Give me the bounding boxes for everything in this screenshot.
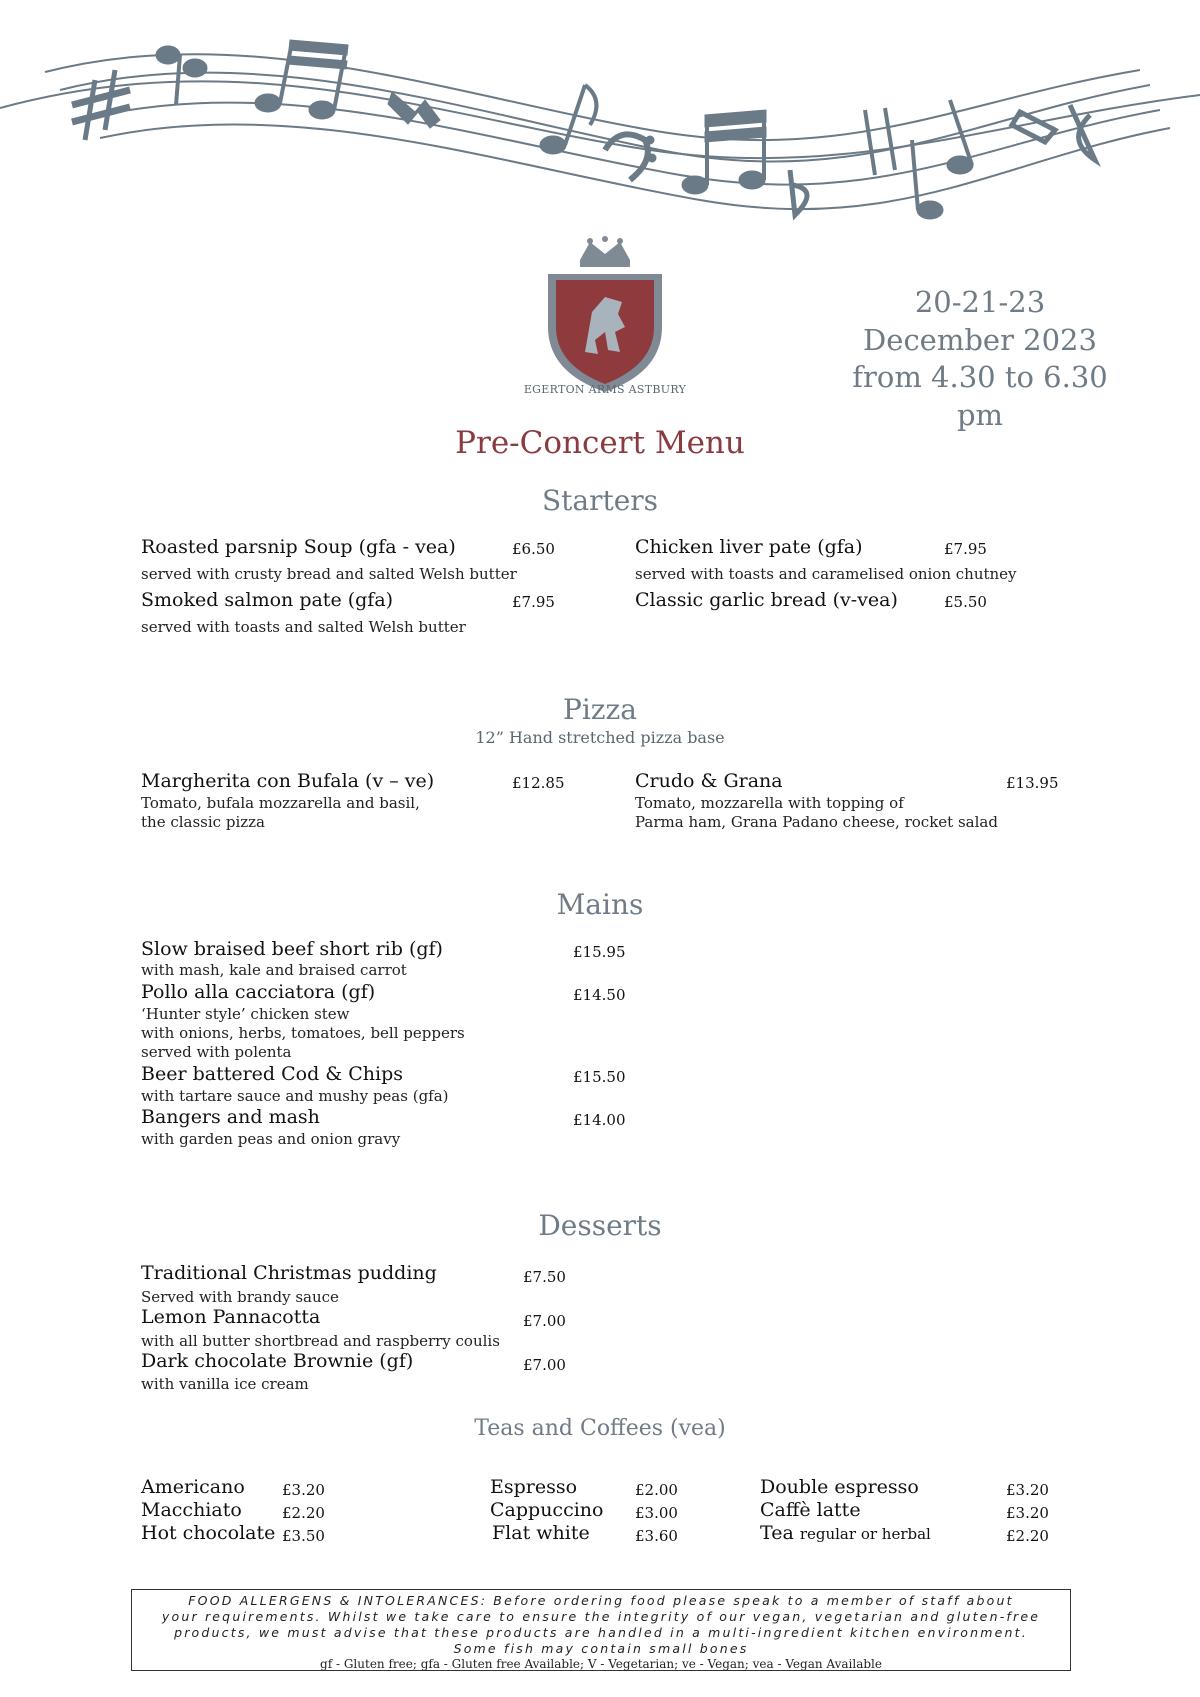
crest-logo [530,232,680,402]
dish-price: £6.50 [512,540,555,558]
allergen-line: your requirements. Whilst we take care to ensure the integrity of our vegan, vegetarian and gluten-free [161,1609,1041,1624]
drinks-heading: Teas and Coffees (vea) [474,1416,726,1441]
dish-name: Slow braised beef short rib (gf) [141,938,443,960]
music-staff-decoration [0,0,1200,240]
drink-name: Hot chocolate [141,1522,276,1544]
event-dates: 20-21-23 [914,285,1046,319]
dish-description: Parma ham, Grana Padano cheese, rocket salad [635,813,998,831]
dish-name: Margherita con Bufala (v – ve) [141,770,435,792]
dish-name: Dark chocolate Brownie (gf) [141,1350,414,1372]
dish-description: the classic pizza [141,813,265,831]
event-month: December 2023 [863,323,1097,357]
dish-description: Served with brandy sauce [141,1288,339,1306]
dish-name: Smoked salmon pate (gfa) [141,589,394,611]
mains-heading: Mains [556,888,644,921]
dish-name: Roasted parsnip Soup (gfa - vea) [141,536,456,558]
dish-description: served with toasts and salted Welsh butter [141,618,466,636]
drink-name: Macchiato [141,1499,242,1521]
drink-price: £2.00 [635,1481,678,1499]
drink-price: £2.20 [1006,1527,1049,1545]
dish-price: £7.00 [523,1356,566,1374]
starters-heading: Starters [541,484,659,517]
allergen-line: products, we must advise that these products are handled in a multi-ingredient kitchen environment. [174,1625,1028,1640]
drink-price: £3.60 [635,1527,678,1545]
dish-price: £7.50 [523,1268,566,1286]
dish-description: with all butter shortbread and raspberry coulis [141,1332,500,1350]
dish-description: with garden peas and onion gravy [141,1130,401,1148]
drink-name: Americano [141,1476,245,1498]
dish-name: Bangers and mash [141,1106,320,1128]
dish-name: Chicken liver pate (gfa) [635,536,863,558]
allergen-notice [131,1589,1071,1671]
dish-description: Tomato, bufala mozzarella and basil, [141,794,420,812]
dish-description: served with crusty bread and salted Welsh butter [141,565,517,583]
allergen-line: FOOD ALLERGENS & INTOLERANCES: Before ordering food please speak to a member of staff about [188,1593,1014,1608]
dish-description: with vanilla ice cream [141,1375,309,1393]
dish-description: with tartare sauce and mushy peas (gfa) [141,1087,449,1105]
drink-name: Flat white [492,1522,590,1544]
menu-title: Pre-Concert Menu [455,425,745,461]
drink-note: regular or herbal [799,1525,931,1543]
pizza-heading: Pizza [563,693,637,726]
crest-name: EGERTON ARMS ASTBURY [523,383,687,396]
dish-price: £7.95 [944,540,987,558]
dish-description: served with polenta [141,1043,292,1061]
drink-price: £3.20 [1006,1504,1049,1522]
dish-description: with mash, kale and braised carrot [141,961,407,979]
drink-price: £3.00 [635,1504,678,1522]
dish-description: served with toasts and caramelised onion chutney [635,565,1017,583]
dish-description: ‘Hunter style’ chicken stew [141,1005,350,1023]
dish-price: £7.95 [512,593,555,611]
dietary-key: gf - Gluten free; gfa - Gluten free Available; V - Vegetarian; ve - Vegan; vea - Vegan Available [320,1657,882,1671]
dish-name: Beer battered Cod & Chips [141,1063,404,1085]
dish-price: £15.50 [573,1068,626,1086]
desserts-heading: Desserts [538,1209,662,1242]
drink-price: £3.50 [282,1527,325,1545]
dish-name: Pollo alla cacciatora (gf) [141,981,376,1003]
drink-item-tea [760,1522,931,1544]
allergen-line: Some fish may contain small bones [453,1641,749,1656]
dish-price: £15.95 [573,943,626,961]
dish-name: Traditional Christmas pudding [141,1262,437,1284]
dish-description: with onions, herbs, tomatoes, bell peppers [141,1024,465,1042]
dish-price: £14.50 [573,986,626,1004]
dish-name: Crudo & Grana [635,770,783,792]
dish-name: Lemon Pannacotta [141,1306,321,1328]
drink-name: Double espresso [760,1476,919,1498]
dish-price: £13.95 [1006,774,1059,792]
dish-price: £14.00 [573,1111,626,1129]
pizza-subtitle: 12” Hand stretched pizza base [475,728,725,747]
drink-name: Caffè latte [760,1499,861,1521]
dish-description: Tomato, mozzarella with topping of [635,794,904,812]
dish-price: £12.85 [512,774,565,792]
event-time: from 4.30 to 6.30 pm [852,360,1108,432]
drink-name: Tea [760,1522,794,1544]
dish-price: £5.50 [944,593,987,611]
drink-price: £3.20 [282,1481,325,1499]
drink-price: £3.20 [1006,1481,1049,1499]
dish-price: £7.00 [523,1312,566,1330]
drink-name: Cappuccino [490,1499,604,1521]
drink-price: £2.20 [282,1504,325,1522]
drink-name: Espresso [490,1476,578,1498]
dish-name: Classic garlic bread (v-vea) [635,589,898,611]
